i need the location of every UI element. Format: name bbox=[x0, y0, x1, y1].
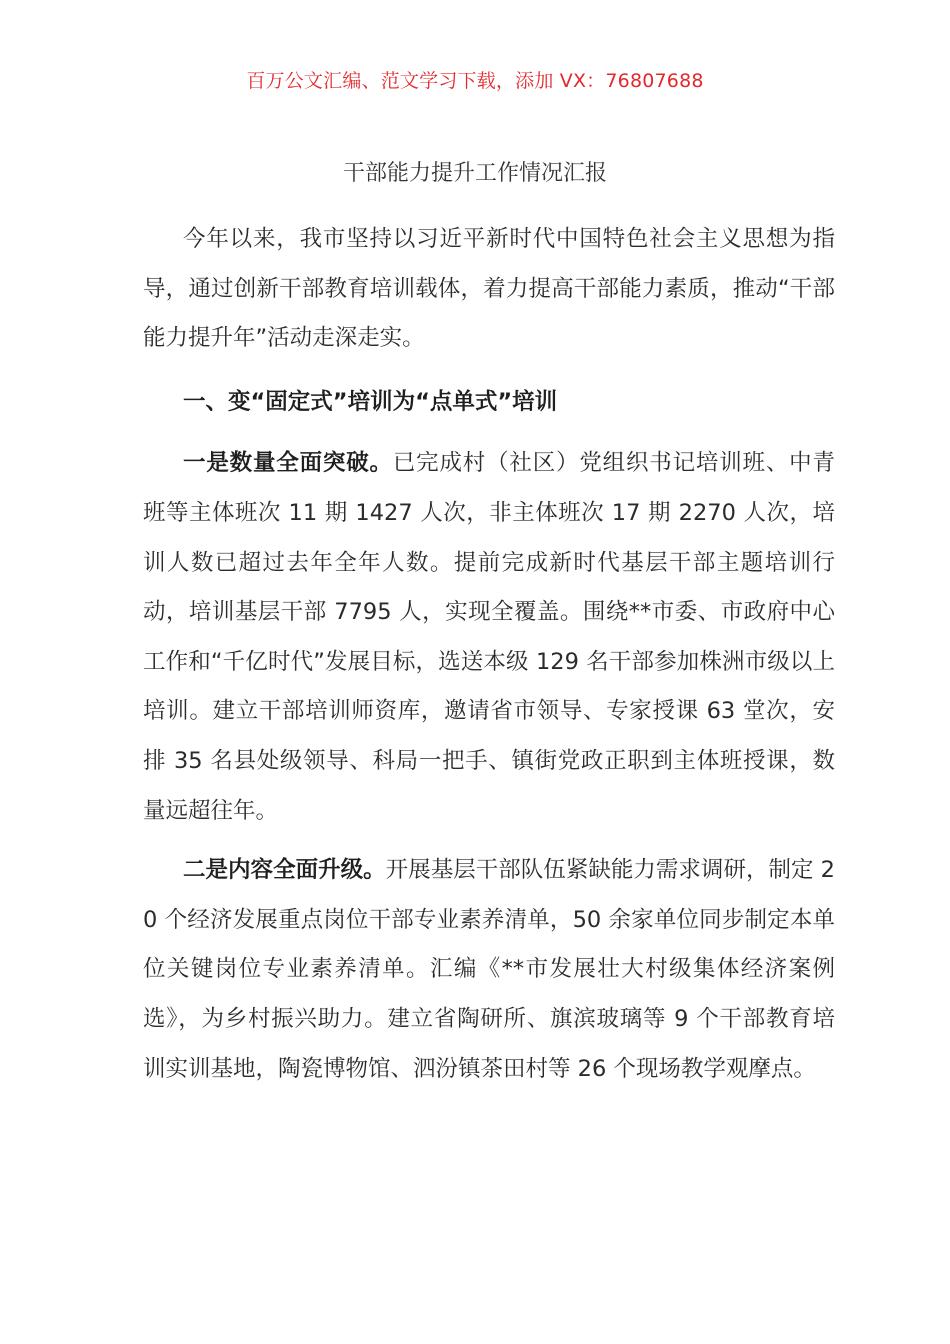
intro-paragraph: 今年以来，我市坚持以习近平新时代中国特色社会主义思想为指导，通过创新干部教育培训载体，着力提高干部能力素质，推动“干部能力提升年”活动走深走实。 bbox=[143, 226, 835, 352]
paragraph-quantity bbox=[143, 439, 835, 836]
paragraph-content bbox=[143, 846, 835, 1094]
paragraph-text: 已完成村（社区）党组织书记培训班、中青班等主体班次 11 期 1427 人次，非主体班次 17 期 2270 人次，培训人数已超过去年全年人数。提前完成新时代基层干部主题培训行动，培训基层干部 7795 人，实现全覆盖。围绕**市委、市政府中心工作和“千亿时代”发展目标，选送本级 129 名干部参加株洲市级以上培训。建立干部培训师资库，邀请省市领导、专家授课 63 堂次，安排 35 名县处级领导、科局一把手、镇街党政正职到主体班授课，数量远超往年。 bbox=[143, 450, 835, 824]
paragraph-text: 开展基层干部队伍紧缺能力需求调研，制定 20 个经济发展重点岗位干部专业素养清单，50 余家单位同步制定本单位关键岗位专业素养清单。汇编《**市发展壮大村级集体经济案例选》，为乡村振兴助力。建立省陶研所、旗滨玻璃等 9 个干部教育培训实训基地，陶瓷博物馆、泗汾镇茶田村等 26 个现场教学观摩点。 bbox=[143, 857, 835, 1082]
section-heading: 一、变“固定式”培训为“点单式”培训 bbox=[183, 388, 558, 415]
paragraph-lead: 一是数量全面突破。 bbox=[183, 450, 393, 477]
paragraph-lead: 二是内容全面升级。 bbox=[183, 857, 386, 884]
document-body bbox=[143, 215, 835, 1094]
promo-banner: 百万公文汇编、范文学习下载，添加 VX：76807688 bbox=[246, 70, 704, 92]
page-title: 干部能力提升工作情况汇报 bbox=[342, 161, 607, 186]
